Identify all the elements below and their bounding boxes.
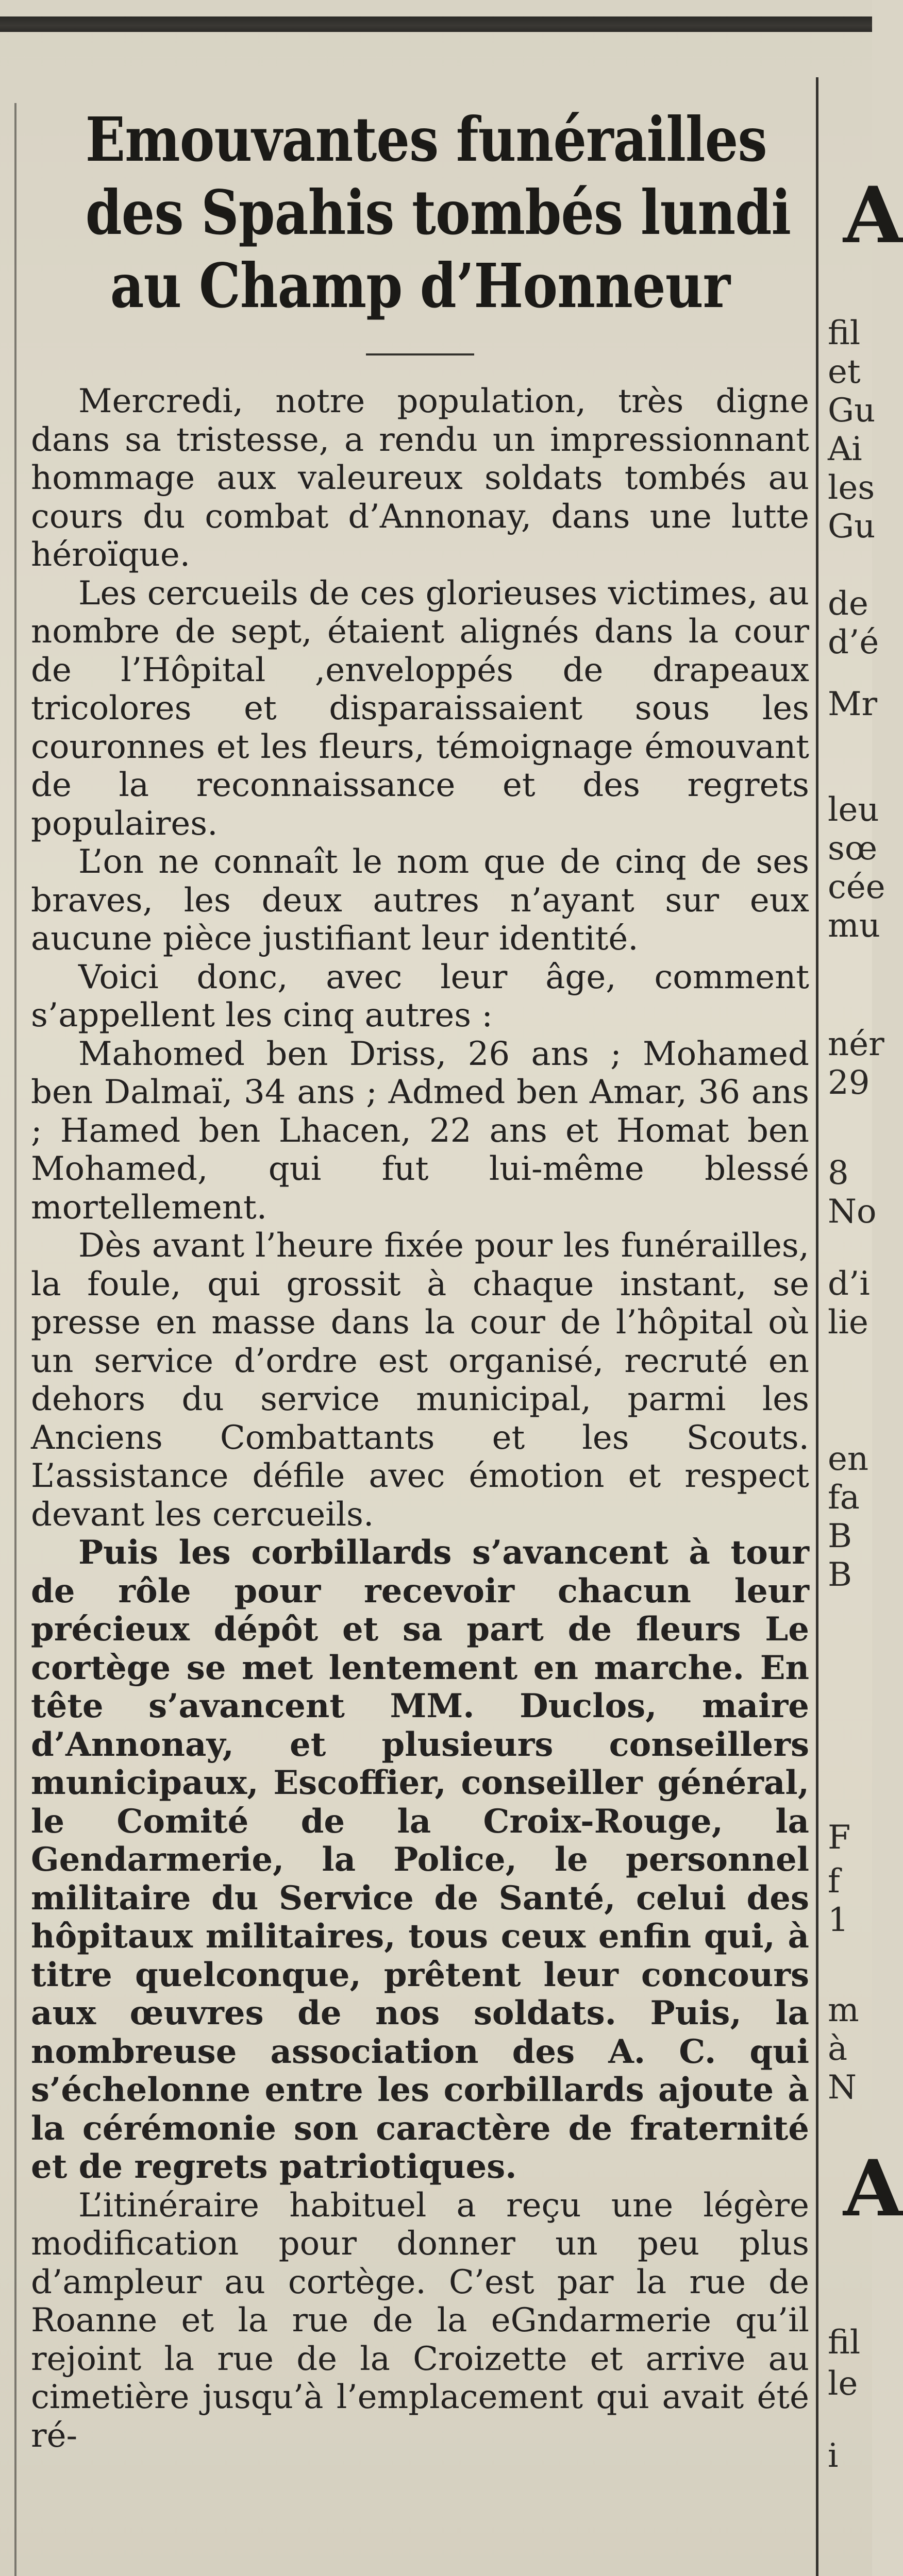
paragraph-3: L’on ne connaît le nom que de cinq de ses braves, les deux autres n’ayant sur eux aucune pièce justifiant leur identité.: [31, 843, 809, 958]
headline-separator: [366, 353, 474, 355]
adjacent-fragment: N: [828, 2069, 857, 2107]
column-divider-rule: [816, 77, 818, 2576]
headline-line-2: des Spahis tombés lundi: [85, 177, 791, 248]
adjacent-fragment: 1: [828, 1901, 849, 1939]
adjacent-fragment: fa: [828, 1479, 860, 1517]
adjacent-fragment: 29: [828, 1064, 870, 1102]
paragraph-8: L’itinéraire habituel a reçu une légère modification pour donner un peu plus d’ampleur au cortège. C’est par la rue de Roanne et la rue de la eGndarmerie qu’il rejoint la rue de la Croizette et arrive au cimetière jusqu’à l’emplacement qui avait été ré-: [31, 2186, 809, 2455]
adjacent-fragment: B: [828, 1556, 852, 1594]
adjacent-fragment: sœ: [828, 829, 878, 868]
article-headline: [85, 103, 791, 323]
adjacent-fragment: les: [828, 469, 875, 507]
adjacent-fragment: Gu: [828, 507, 876, 546]
adjacent-fragment: Gu: [828, 392, 876, 430]
paragraph-1: Mercredi, notre population, très digne dans sa tristesse, a rendu un impressionnant hommage aux valeureux soldats tombés au cours du combat d’Annonay, dans une lutte héroïque.: [31, 382, 809, 574]
adjacent-fragment: Mr: [828, 685, 878, 723]
adjacent-fragment: F: [828, 1819, 851, 1857]
left-column-edge: [14, 103, 16, 2576]
adjacent-fragment: lie: [828, 1303, 868, 1342]
headline-line-1: Emouvantes funérailles: [85, 104, 767, 175]
paragraph-4: Voici donc, avec leur âge, comment s’appellent les cinq autres :: [31, 958, 809, 1035]
adjacent-fragment: B: [828, 1517, 852, 1555]
adjacent-fragment: No: [828, 1193, 877, 1231]
adjacent-fragment: mu: [828, 907, 880, 945]
adjacent-fragment: à: [828, 2030, 848, 2068]
adjacent-fragment: 8: [828, 1154, 849, 1192]
paragraph-2: Les cercueils de ces glorieuses victimes, au nombre de sept, étaient alignés dans la cour de l’Hôpital ,enveloppés de drapeaux tricolores et disparaissaient sous les couronnes et les fleurs, témoignage émouvant de la reconnaissance et des regrets populaires.: [31, 574, 809, 843]
paragraph-5: Mahomed ben Driss, 26 ans ; Mohamed ben Dalmaï, 34 ans ; Admed ben Amar, 36 ans ; Hamed ben Lhacen, 22 ans et Homat ben Mohamed, qui fut lui-même blessé mortellement.: [31, 1035, 809, 1227]
headline-line-3: au Champ d’Honneur: [110, 250, 730, 321]
adjacent-fragment: nér: [828, 1025, 884, 1063]
adjacent-fragment: leu: [828, 791, 879, 829]
adjacent-fragment: fil: [828, 314, 861, 352]
adjacent-fragment: d’i: [828, 1265, 870, 1303]
paragraph-6: Dès avant l’heure fixée pour les funérailles, la foule, qui grossit à chaque instant, se presse en masse dans la cour de l’hôpital où un service d’ordre est organisé, recruté en dehors du service municipal, parmi les Anciens Combattants et les Scouts. L’assistance défile avec émotion et respect devant les cercueils.: [31, 1227, 809, 1534]
adjacent-fragment: A: [843, 2143, 903, 2234]
adjacent-fragment: f: [828, 1862, 840, 1901]
adjacent-fragment: i: [828, 2437, 839, 2475]
paragraph-7: Puis les corbillards s’avancent à tour de rôle pour recevoir chacun leur précieux dépôt et sa part de fleurs Le cortège se met lentement en marche. En tête s’avancent MM. Duclos, maire d’Annonay, et plusieurs conseillers municipaux, Escoffier, conseiller général, le Comité de la Croix-Rouge, la Gendarmerie, la Police, le personnel militaire du Service de Santé, celui des hôpitaux militaires, tous ceux enfin qui, à titre quelconque, prêtent leur concours aux œuvres de nos soldats. Puis, la nombreuse association des A. C. qui s’échelonne entre les corbillards ajoute à la cérémonie son caractère de fraternité et de regrets patriotiques.: [31, 1533, 809, 2186]
adjacent-fragment: d’é: [828, 623, 879, 662]
adjacent-fragment: et: [828, 353, 861, 391]
adjacent-fragment: A: [843, 170, 903, 261]
adjacent-fragment: cée: [828, 868, 885, 906]
adjacent-fragment: Ai: [828, 430, 862, 468]
adjacent-fragment: m: [828, 1991, 859, 2029]
adjacent-fragment: fil: [828, 2324, 861, 2362]
adjacent-fragment: de: [828, 585, 868, 623]
adjacent-column-fragment: [823, 77, 903, 2576]
article-body: [31, 382, 809, 2455]
adjacent-fragment: en: [828, 1440, 869, 1478]
top-border-rule: [0, 16, 872, 32]
article: [31, 41, 809, 2576]
adjacent-fragment: le: [828, 2365, 858, 2403]
